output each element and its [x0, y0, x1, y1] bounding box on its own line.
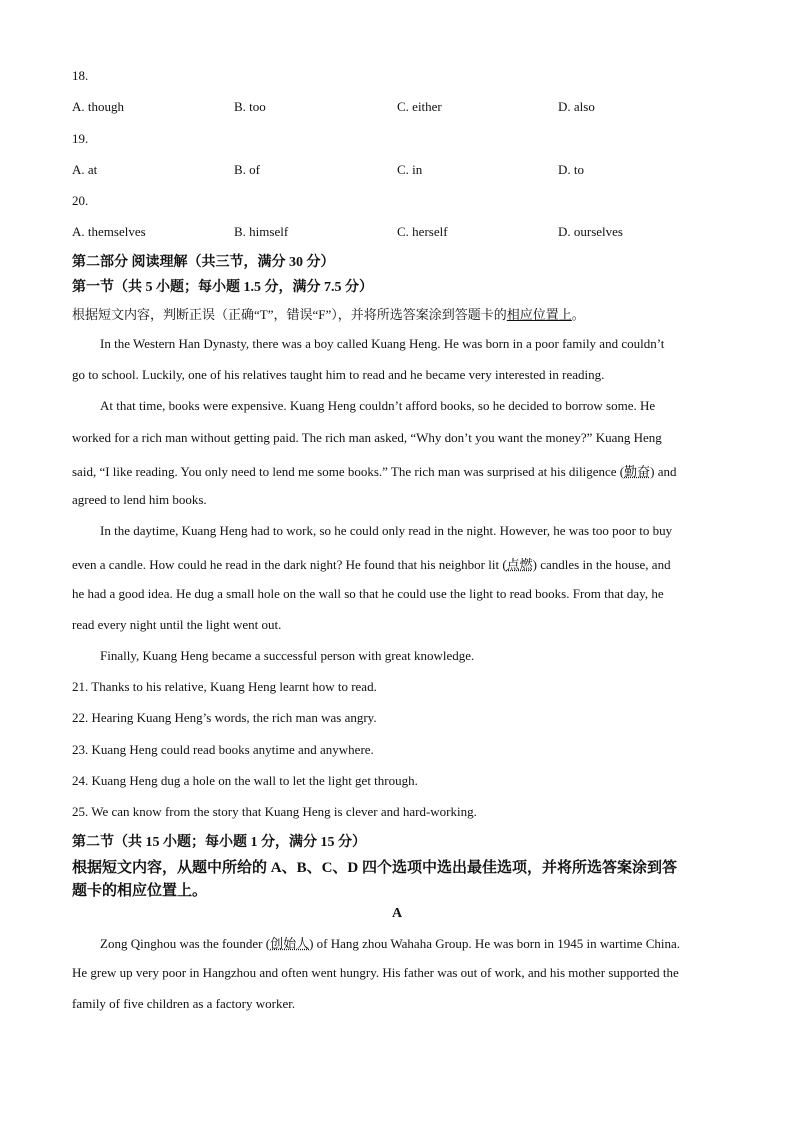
passage-a-line: family of five children as a factory worker.: [72, 996, 296, 1011]
passage-text: said, “I like reading. You only need to lend me some books.” The rich man was surprised at his diligence (: [72, 464, 625, 479]
statement-25: 25. We can know from the story that Kuang Heng is clever and hard-working.: [72, 804, 477, 819]
part2-title: 第二部分 阅读理解（共三节，满分 30 分）: [72, 255, 335, 270]
option-a[interactable]: A. though: [72, 99, 124, 114]
passage-line: go to school. Luckily, one of his relatives taught him to read and he became very interested in reading.: [72, 367, 605, 382]
option-b[interactable]: B. of: [234, 162, 260, 177]
option-a[interactable]: A. at: [72, 162, 98, 177]
passage-line: read every night until the light went out.: [72, 617, 282, 632]
section2-instruction-line1: 根据短文内容，从题中所给的 A、B、C、D 四个选项中选出最佳选项，并将所选答案涂到答: [72, 860, 678, 876]
passage-text: ) candles in the house, and: [532, 557, 671, 572]
statement-21: 21. Thanks to his relative, Kuang Heng learnt how to read.: [72, 679, 377, 694]
option-b[interactable]: B. too: [234, 99, 266, 114]
statement-22: 22. Hearing Kuang Heng’s words, the rich man was angry.: [72, 710, 377, 725]
passage-line: In the daytime, Kuang Heng had to work, so he could only read in the night. However, he was too poor to buy: [100, 523, 673, 538]
gloss-founder: 创始人: [270, 936, 310, 951]
passage-line: agreed to lend him books.: [72, 492, 207, 507]
passage-line: Finally, Kuang Heng became a successful person with great knowledge.: [100, 648, 475, 663]
passage-line: worked for a rich man without getting paid. The rich man asked, “Why don’t you want the money?” Kuang Heng: [72, 430, 662, 445]
question-number-20: 20.: [72, 193, 89, 208]
option-d[interactable]: D. ourselves: [558, 224, 623, 239]
passage-line: he had a good idea. He dug a small hole on the wall so that he could use the light to read books. From that day, he: [72, 586, 664, 601]
passage-text: even a candle. How could he read in the dark night? He found that his neighbor lit (: [72, 557, 507, 572]
passage-text: Zong Qinghou was the founder (: [100, 936, 271, 951]
question-number-18: 18.: [72, 68, 89, 83]
passage-line: At that time, books were expensive. Kuang Heng couldn’t afford books, so he decided to borrow some. He: [100, 398, 656, 413]
passage-text: In the Western Han Dynasty, there was a boy called Kuang Heng. He was born in a poor family and couldn’t: [100, 336, 665, 351]
gloss-lit: 点燃: [506, 557, 533, 572]
statement-24: 24. Kuang Heng dug a hole on the wall to let the light get through.: [72, 773, 418, 788]
question-number-19: 19.: [72, 131, 89, 146]
option-a[interactable]: A. themselves: [72, 224, 146, 239]
options-row-19: [72, 162, 732, 180]
passage-line: [72, 461, 722, 480]
passage-text: ) of Hang zhou Wahaha Group. He was born in 1945 in wartime China.: [309, 936, 681, 951]
passage-line: [100, 336, 722, 352]
option-d[interactable]: D. to: [558, 162, 584, 177]
option-c[interactable]: C. either: [397, 99, 442, 114]
passage-line: [72, 554, 722, 573]
option-c[interactable]: C. herself: [397, 224, 448, 239]
statement-23: 23. Kuang Heng could read books anytime and anywhere.: [72, 742, 374, 757]
options-row-20: [72, 224, 732, 242]
instruction-underlined: 相应位置上: [506, 307, 572, 322]
passage-a-line: [100, 933, 722, 952]
section2-title: 第二节（共 15 小题；每小题 1 分，满分 15 分）: [72, 835, 366, 850]
passage-a-line: He grew up very poor in Hangzhou and often went hungry. His father was out of work, and his mother supported the: [72, 965, 679, 980]
instruction-text: 根据短文内容，判断正误（正确“T”，错误“F”），并将所选答案涂到答题卡的: [72, 307, 507, 322]
section1-instruction: [72, 304, 585, 323]
instruction-end: 。: [571, 307, 585, 322]
option-d[interactable]: D. also: [558, 99, 595, 114]
passage-a-label: A: [391, 906, 403, 921]
option-c[interactable]: C. in: [397, 162, 423, 177]
option-b[interactable]: B. himself: [234, 224, 289, 239]
section2-instruction-line2: 题卡的相应位置上。: [72, 883, 208, 899]
passage-text: ) and: [650, 464, 677, 479]
options-row-18: [72, 99, 732, 117]
section1-title: 第一节（共 5 小题；每小题 1.5 分，满分 7.5 分）: [72, 280, 373, 295]
gloss-diligence: 勤奋: [624, 464, 651, 479]
